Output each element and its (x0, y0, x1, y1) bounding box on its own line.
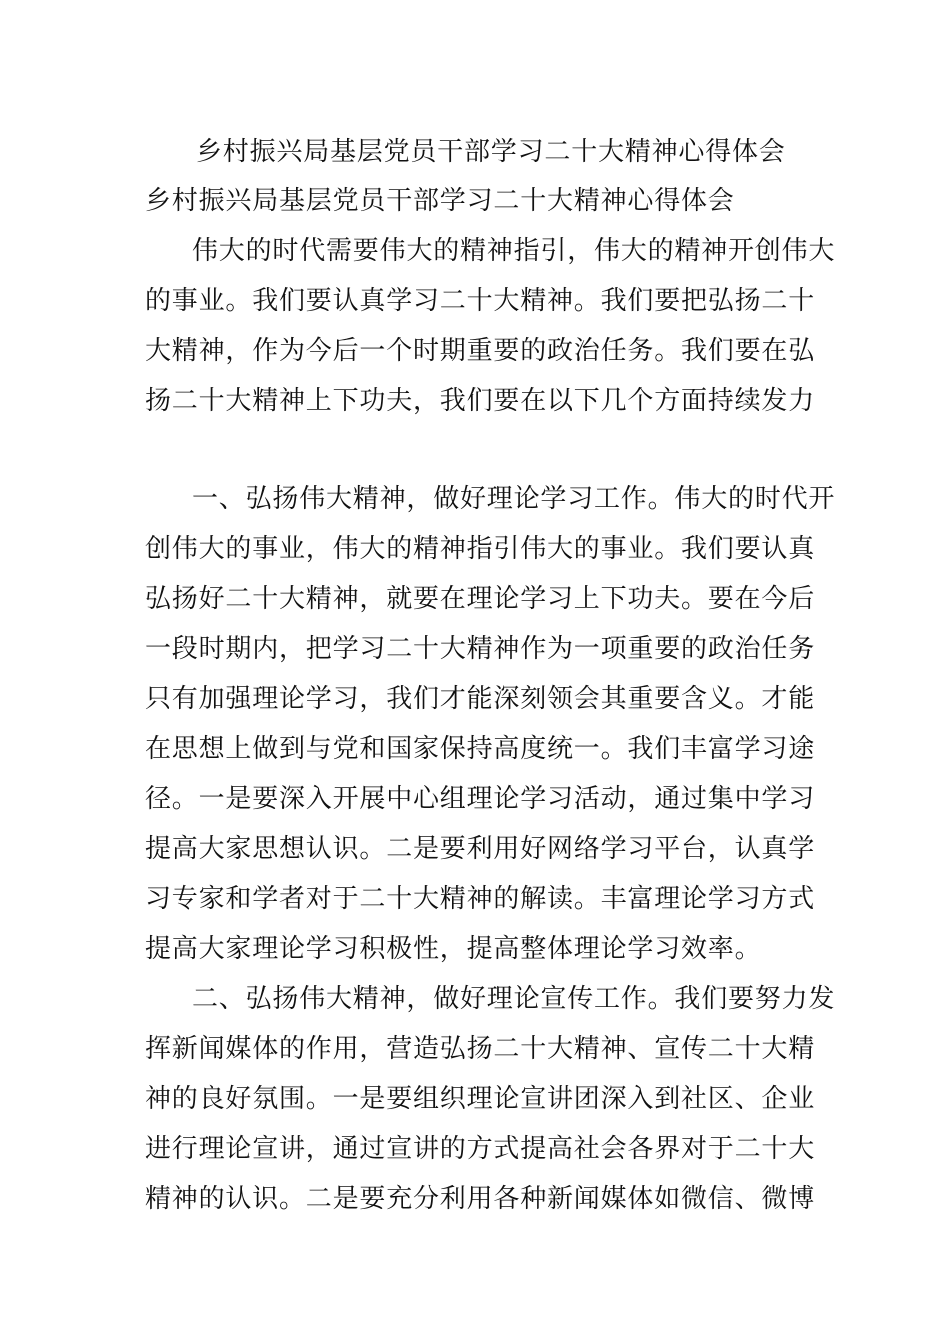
paragraph-line: 扬二十大精神上下功夫，我们要在以下几个方面持续发力 (145, 386, 816, 416)
paragraph-line: 一段时期内，把学习二十大精神作为一项重要的政治任务 (145, 634, 816, 664)
paragraph-line: 二、弘扬伟大精神，做好理论宣传工作。我们要努力发 (192, 984, 836, 1014)
paragraph-line: 径。一是要深入开展中心组理论学习活动，通过集中学习 (145, 784, 816, 814)
paragraph-line: 提高大家思想认识。二是要利用好网络学习平台，认真学 (145, 834, 816, 864)
paragraph-line: 创伟大的事业，伟大的精神指引伟大的事业。我们要认真 (145, 534, 816, 564)
paragraph-line: 习专家和学者对于二十大精神的解读。丰富理论学习方式 (145, 884, 816, 914)
paragraph-line: 的事业。我们要认真学习二十大精神。我们要把弘扬二十 (145, 286, 816, 316)
document-subtitle: 乡村振兴局基层党员干部学习二十大精神心得体会 (145, 186, 735, 216)
paragraph-line: 弘扬好二十大精神，就要在理论学习上下功夫。要在今后 (145, 584, 816, 614)
document-title: 乡村振兴局基层党员干部学习二十大精神心得体会 (196, 137, 786, 167)
paragraph-line: 只有加强理论学习，我们才能深刻领会其重要含义。才能 (145, 684, 816, 714)
paragraph-line: 大精神，作为今后一个时期重要的政治任务。我们要在弘 (145, 336, 816, 366)
paragraph-line: 挥新闻媒体的作用，营造弘扬二十大精神、宣传二十大精 (145, 1034, 816, 1064)
paragraph-line: 在思想上做到与党和国家保持高度统一。我们丰富学习途 (145, 734, 816, 764)
paragraph-line: 伟大的时代需要伟大的精神指引，伟大的精神开创伟大 (192, 236, 836, 266)
paragraph-line: 神的良好氛围。一是要组织理论宣讲团深入到社区、企业 (145, 1084, 816, 1114)
paragraph-line: 一、弘扬伟大精神，做好理论学习工作。伟大的时代开 (192, 484, 836, 514)
paragraph-line: 提高大家理论学习积极性，提高整体理论学习效率。 (145, 934, 762, 964)
paragraph-line: 精神的认识。二是要充分利用各种新闻媒体如微信、微博 (145, 1184, 816, 1214)
paragraph-line: 进行理论宣讲，通过宣讲的方式提高社会各界对于二十大 (145, 1134, 816, 1164)
